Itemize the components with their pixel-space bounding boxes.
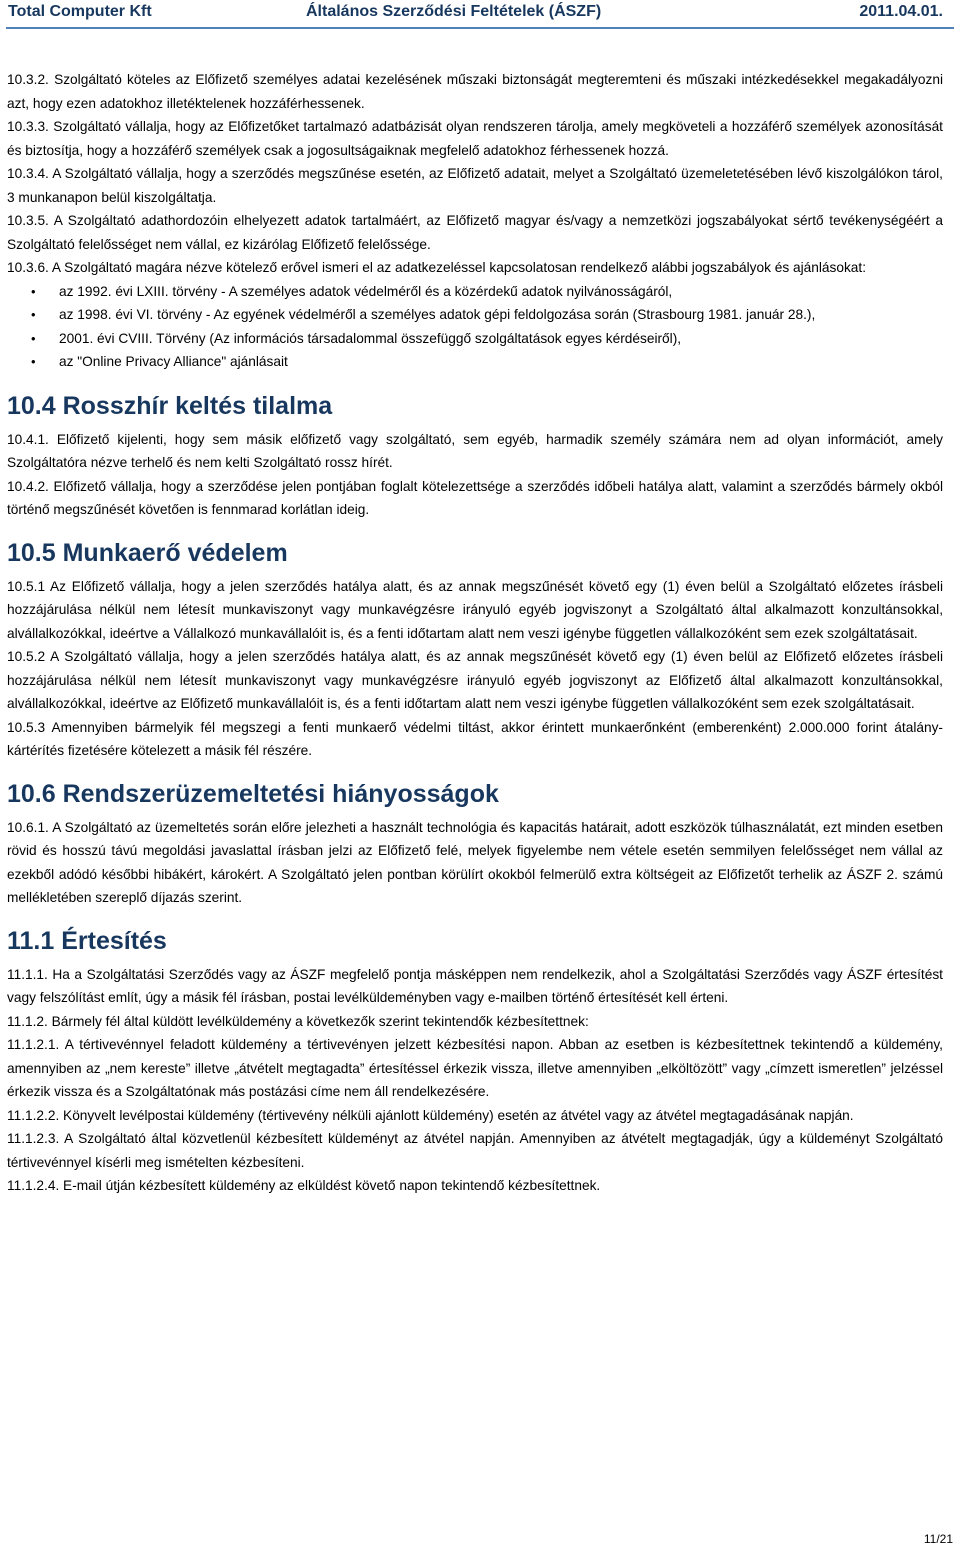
paragraph-10-3-6: 10.3.6. A Szolgáltató magára nézve kötelező erővel ismeri el az adatkezeléssel kapcsolatosan rendelkező alábbi jogszabályok és ajánlásokat:	[7, 260, 867, 275]
section-heading-10-4: 10.4 Rosszhír keltés tilalma	[7, 391, 333, 420]
law-list	[7, 280, 943, 374]
paragraph-10-5-3: 10.5.3 Amennyiben bármelyik fél megszegi a fenti munkaerő védelmi tiltást, akkor érintett munkaerőnként (emberenként) 2.000.000 forint átalány-kártérítés fizetésére kötelezett a másik fél részére.	[7, 719, 943, 758]
list-item: • 2001. évi CVIII. Törvény (Az információs társadalommal összefüggő szolgáltatások egyes kérdéseiről),	[7, 327, 943, 351]
document-body	[7, 68, 943, 1198]
section-heading-11-1: 11.1 Értesítés	[7, 926, 167, 955]
paragraph-10-4-1: 10.4.1. Előfizető kijelenti, hogy sem másik előfizető vagy szolgáltató, sem egyéb, harmadik személy számára nem ad olyan információt, amely Szolgáltatóra nézve terhelő és nem kelti Szolgáltató rossz hírét.	[7, 431, 943, 470]
paragraph-11-1-2-2: 11.1.2.2. Könyvelt levélpostai küldemény (tértivevény nélküli ajánlott küldemény) esetén az átvétel vagy az átvétel megtagadásának napján.	[7, 1107, 854, 1123]
list-item: • az "Online Privacy Alliance" ajánlásait	[7, 350, 943, 374]
paragraph-11-1-2-1: 11.1.2.1. A tértivevénnyel feladott küldemény a tértivevényen jelzett kézbesítési napon. Abban az esetben is kézbesítettnek tekintendő a küldemény, amennyiben az „nem kereste” illetve „átvételt megtagadta” értesítéssel érkezik vissza, illetve amennyiben „elköltözött” vagy „címzett ismeretlen” jelzéssel érkezik vissza és a Szolgáltatónak más postázási címe nem áll rendelkezésére.	[7, 1037, 943, 1099]
paragraph-10-5-2: 10.5.2 A Szolgáltató vállalja, hogy a jelen szerződés hatálya alatt, és az annak megszűnését követő egy (1) éven belül az Előfizető előzetes írásbeli hozzájárulása nélkül nem létesít munkaviszonyt vagy munkavégzésre irányuló egyéb jogviszonyt az Előfizető által alkalmazott konzultánsokkal, alvállalkozókkal, ideértve az Előfizető munkavállalóit is, és a fenti időtartam alatt nem veszi igénybe független vállalkozóként sem ezek szolgáltatásait.	[7, 649, 943, 711]
paragraph-10-4-2: 10.4.2. Előfizető vállalja, hogy a szerződése jelen pontjában foglalt kötelezettsége a szerződés időbeli hatálya alatt, valamint a szerződés bármely okból történő megszűnését követően is fennmarad korlátlan ideig.	[7, 478, 943, 517]
paragraph-10-3-3: 10.3.3. Szolgáltató vállalja, hogy az Előfizetőket tartalmazó adatbázisát olyan rendszeren tárolja, amely megköveteli a hozzáférő személyek azonosítását és biztosítja, hogy a hozzáférő személyek csak a jogosultságaiknak megfelelő adatokhoz férhessenek hozzá.	[7, 119, 943, 158]
paragraph-10-3-2: 10.3.2. Szolgáltató köteles az Előfizető személyes adatai kezelésének műszaki biztonságát megteremteni és műszaki intézkedésekkel megakadályozni azt, hogy ezen adatokhoz illetéktelenek hozzáférhessenek.	[7, 72, 943, 111]
paragraph-11-1-2-4: 11.1.2.4. E-mail útján kézbesített küldemény az elküldést követő napon tekintendő kézbesítettnek.	[7, 1178, 601, 1193]
paragraph-10-3-5: 10.3.5. A Szolgáltató adathordozóin elhelyezett adatok tartalmáért, az Előfizető magyar és/vagy a nemzetközi jogszabályokat sértő tevékenységéért a Szolgáltató felelősséget nem vállal, ez kizárólag Előfizető felelőssége.	[7, 213, 943, 252]
paragraph-10-6-1: 10.6.1. A Szolgáltató az üzemeltetés során előre jelezheti a használt technológia és kapacitás határait, adott eszközök túlhasználatát, ezt minden esetben rövid és hosszú távú megoldási javaslattal írásban jelzi az Előfizető felé, melyek figyelembe nem vétele esetén semmilyen felelősséget nem vállal az ezekből adódó későbbi hibákért, károkért. A Szolgáltató jelen pontban körülírt okokból felmerülő extra költségeit az Előfizetőt terhelik az ÁSZF 2. számú mellékletében szereplő díjazás szerint.	[7, 819, 943, 905]
paragraph-11-1-1: 11.1.1. Ha a Szolgáltatási Szerződés vagy az ÁSZF megfelelő pontja másképpen nem rendelkezik, ahol a Szolgáltatási Szerződés vagy ÁSZF értesítést vagy felszólítást említ, úgy a másik fél írásban, postai levélküldeményben vagy e-mailben történő értesítését kell érteni.	[7, 966, 943, 1005]
paragraph-10-3-4: 10.3.4. A Szolgáltató vállalja, hogy a szerződés megszűnése esetén, az Előfizető adatait, melyet a Szolgáltató üzemeletetésében lévő kiszolgálókon tárol, 3 munkanapon belül kiszolgáltatja.	[7, 166, 943, 205]
header-title: Általános Szerződési Feltételek (ÁSZF)	[306, 3, 602, 20]
page-number: 11/21	[923, 1532, 953, 1546]
paragraph-10-5-1: 10.5.1 Az Előfizető vállalja, hogy a jelen szerződés hatálya alatt, és az annak megszűnését követő egy (1) éven belül a Szolgáltató előzetes írásbeli hozzájárulása nélkül nem létesít munkaviszonyt vagy munkavégzésre irányuló egyéb jogviszonyt a Szolgáltató által alkalmazott konzultánsokkal, alvállalkozókkal, ideértve a Vállalkozó munkavállalóit is, és a fenti időtartam alatt nem veszi igénybe független vállalkozóként sem ezek szolgáltatásait.	[7, 578, 943, 641]
paragraph-11-1-2: 11.1.2. Bármely fél által küldött levélküldemény a következők szerint tekintendők kézbesítettnek:	[7, 1013, 589, 1029]
section-heading-10-6: 10.6 Rendszerüzemeltetési hiányosságok	[7, 779, 499, 808]
page-header	[0, 0, 960, 24]
list-item: • az 1998. évi VI. törvény - Az egyének védelméről a személyes adatok gépi feldolgozása során (Strasbourg 1981. január 28.),	[7, 303, 943, 327]
section-heading-10-5: 10.5 Munkaerő védelem	[7, 538, 288, 567]
paragraph-11-1-2-3: 11.1.2.3. A Szolgáltató által közvetlenül kézbesített küldeményt az átvétel napján. Amennyiben az átvételt megtagadják, úgy a küldeményt Szolgáltató tértivevénnyel kísérli meg ismételten kézbesíteni.	[7, 1131, 943, 1170]
list-item: • az 1992. évi LXIII. törvény - A személyes adatok védelméről és a közérdekű adatok nyilvánosságáról,	[7, 280, 943, 304]
header-company: Total Computer Kft	[8, 3, 152, 20]
header-date: 2011.04.01.	[859, 3, 943, 20]
header-divider	[6, 27, 954, 29]
